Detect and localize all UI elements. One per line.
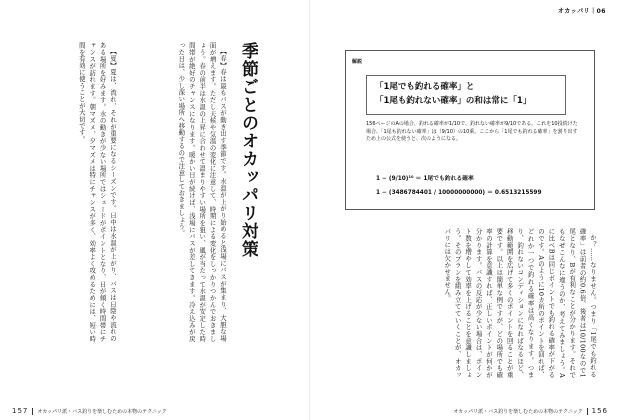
note-text: 156ページのAの場合、釣れる確率が1/10で、釣れない確率が9/10である。これを10投続けた場合、「1尾も釣れない確率」は（9/10）の10乗。ここから「1尾でも釣れる確率」を割り出すため上の公式を使うと、次のようになる。 <box>366 121 578 142</box>
right-body <box>328 228 598 378</box>
left-page-number: 157 <box>12 407 29 415</box>
right-paragraph: か？……なりません。つまり「1尾でも釣れる確率」は前者の約0.6倍、後者は10/100なので1尾となり、Bが有利なことが分かります。それでもなぜこんなに違うのか、考えてみましょう。Aに比べBは同じポイントでも釣れる確率が下がるのです。Aのように10カ所のポイントを回れば、どれか一つで釣れる確率は高くなります。つまり、釣れないコンディションになればなるほど、移動範囲を広げて多くのポイントを回ることが重要です。以上は簡単な例ですが、どの場所でも確率の計算を意識すれば、正しいポイントが何かが分かります。バスの反応が少ない場合は、ポイント数を増やして効率を上げることを意識しましょう。そのプランを組み立てていくことが、オカッパリには欠かせません。 <box>443 228 597 378</box>
summer-paragraph: 【夏】夏は、流れ、それが重要になるシーズンです。日中は水温が上がり、バスは日陰や流れのある場所を好みます。水の動きが少ない場所ではシェードがポイントとなり、日が傾く時間帯にチャンスが訪れます。朝マズメ、夕マズメは特にチャンスが多く、効率よく攻めるためには、短い時間を有効に使うことが大切です。 <box>77 42 117 342</box>
left-footer-text: オカッパリ派・バス釣りを楽しむための本物のテクニック <box>37 408 167 415</box>
right-footer-text: オカッパリ派・バス釣りを楽しむための本物のテクニック <box>453 408 583 415</box>
note-title-line1: 「1尾でも釣れる確率」と <box>375 82 475 92</box>
left-body-spring <box>118 42 228 342</box>
spring-paragraph: 【春】春は最もバスが動き出す季節です。水温が上がり始めると浅場にバスが集まり、大胆な場面が増えます。ただし天候や気温の変化に注意して、時期による変化をしっかりつかんでおきましょう。春の前半は水温の上昇に合わせて温まりやすい場所を狙い、風が当たって水温が安定した時間帯が絶好のチャンスになります。暖かい日が続けば、浅場にバスが差してきます。冷え込みが戻った日は、少し深い場所へ移動するので注意しておきましょう。 <box>177 42 227 342</box>
right-footer <box>453 407 608 415</box>
note-label: 解説 <box>352 59 363 65</box>
formula-2: 1 − (3486784401 / 10000000000) ＝ 0.6513215599 <box>376 190 542 196</box>
left-body-summer <box>18 42 118 342</box>
formula-1: 1 − (9/10)¹⁰ ＝ 1尾でも釣れる確率 <box>376 176 474 182</box>
note-title-box <box>366 75 566 115</box>
chapter-title: 季節ごとのオカッパリ対策 <box>238 42 258 258</box>
left-footer <box>12 407 167 415</box>
footer-divider <box>32 408 33 415</box>
note-title-line2: 「1尾も釣れない確率」の和は常に「1」 <box>375 96 532 106</box>
right-page-number: 156 <box>591 407 608 415</box>
explanation-box <box>345 50 595 210</box>
footer-divider <box>587 408 588 415</box>
running-header: オカッパリ｜06 <box>557 8 606 15</box>
